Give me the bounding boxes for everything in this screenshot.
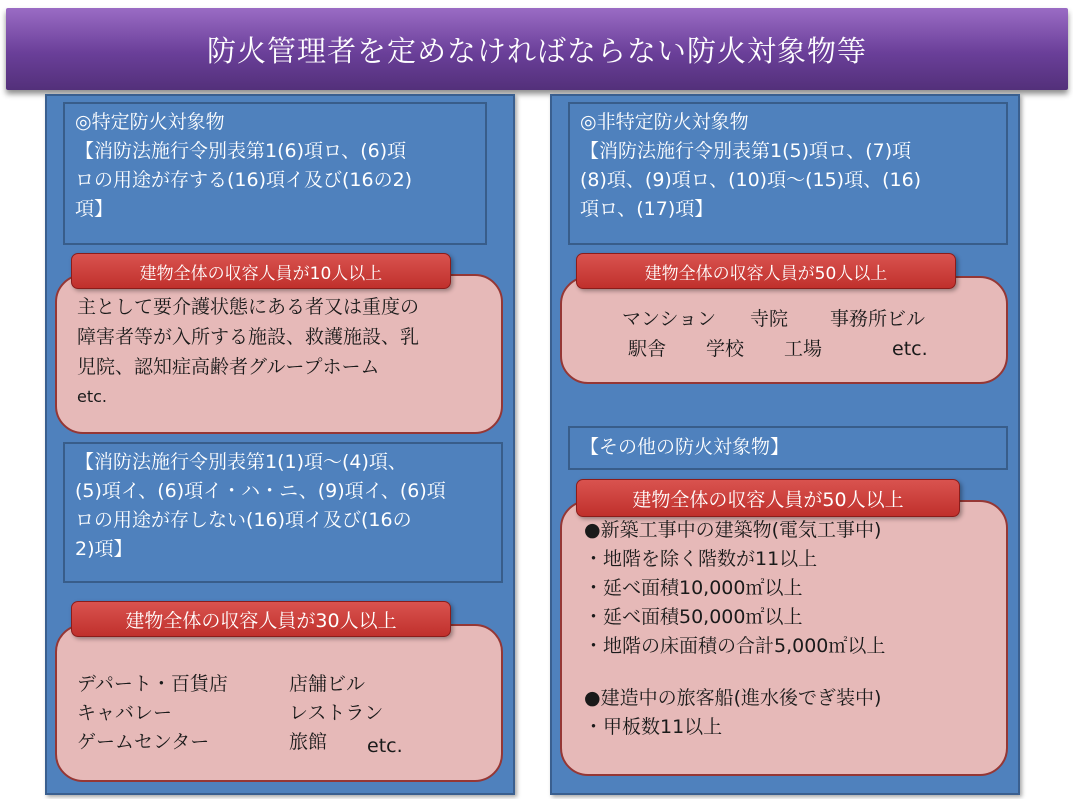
capacity-50-panel — [560, 276, 1008, 384]
box-line: ロの用途が存する(16)項イ及び(16の2) — [75, 169, 413, 191]
capacity-10-tag: 建物全体の収容人員が10人以上 — [71, 253, 451, 289]
specified-fire-target-box — [63, 102, 487, 245]
capacity-30-panel — [55, 624, 503, 782]
capacity-50-tag: 建物全体の収容人員が50人以上 — [576, 253, 956, 289]
facility-item: 工場 — [784, 338, 823, 360]
panel-line: 児院、認知症高齢者グループホーム — [77, 356, 380, 378]
box-line: 【消防法施行令別表第1(5)項ロ、(7)項 — [580, 140, 912, 162]
page-title: 防火管理者を定めなければならない防火対象物等 — [6, 8, 1068, 90]
facility-item: 旅館 — [289, 731, 328, 753]
etc-label: etc. — [367, 735, 403, 757]
etc-label: etc. — [77, 387, 107, 406]
construction-item: ・延べ面積50,000㎡以上 — [584, 606, 803, 628]
capacity-10-panel — [55, 274, 503, 434]
ship-item: ・甲板数11以上 — [584, 716, 723, 738]
panel-line: 障害者等が入所する施設、救護施設、乳 — [77, 326, 420, 348]
facility-item: キャバレー — [77, 702, 173, 724]
box-line: 2)項】 — [75, 538, 133, 560]
capacity-50-construction-tag: 建物全体の収容人員が50人以上 — [576, 479, 960, 517]
box-line: ◎非特定防火対象物 — [580, 111, 749, 133]
facility-item: マンション — [622, 308, 717, 330]
construction-item: ・地階を除く階数が11以上 — [584, 548, 818, 570]
left-column — [45, 94, 515, 795]
facility-item: ゲームセンター — [77, 731, 210, 753]
construction-item: ・地階の床面積の合計5,000㎡以上 — [584, 635, 886, 657]
panel-line: 主として要介護状態にある者又は重度の — [77, 296, 420, 318]
facility-item: デパート・百貨店 — [77, 673, 228, 695]
facility-item: 寺院 — [750, 308, 789, 330]
construction-item: ・延べ面積10,000㎡以上 — [584, 577, 803, 599]
construction-heading: ●新築工事中の建築物(電気工事中) — [584, 519, 882, 541]
facility-item: 店舗ビル — [289, 673, 366, 695]
facility-item: レストラン — [289, 702, 384, 724]
box-line: (5)項イ、(6)項イ・ハ・ニ、(9)項イ、(6)項 — [75, 480, 446, 502]
box-line: 【消防法施行令別表第1(1)項〜(4)項、 — [75, 451, 407, 473]
box-line: ◎特定防火対象物 — [75, 111, 225, 133]
capacity-30-tag: 建物全体の収容人員が30人以上 — [71, 601, 451, 637]
box-line: ロの用途が存しない(16)項イ及び(16の — [75, 509, 412, 531]
non-specified-fire-target-box — [568, 102, 1008, 245]
facility-item: 事務所ビル — [830, 308, 926, 330]
etc-label: etc. — [892, 338, 928, 360]
box-line: (8)項、(9)項ロ、(10)項〜(15)項、(16) — [580, 169, 922, 191]
ship-heading: ●建造中の旅客船(進水後でぎ装中) — [584, 687, 882, 709]
box-line: 【消防法施行令別表第1(6)項ロ、(6)項 — [75, 140, 407, 162]
facility-item: 学校 — [706, 338, 745, 360]
other-fire-target-box: 【その他の防火対象物】 — [568, 426, 1008, 470]
capacity-50-construction-panel — [560, 500, 1008, 776]
other-specified-box — [63, 442, 503, 583]
right-column — [550, 94, 1020, 795]
facility-item: 駅舎 — [628, 338, 667, 360]
box-line: 項】 — [75, 198, 114, 220]
box-line: 項ロ、(17)項】 — [580, 198, 714, 220]
